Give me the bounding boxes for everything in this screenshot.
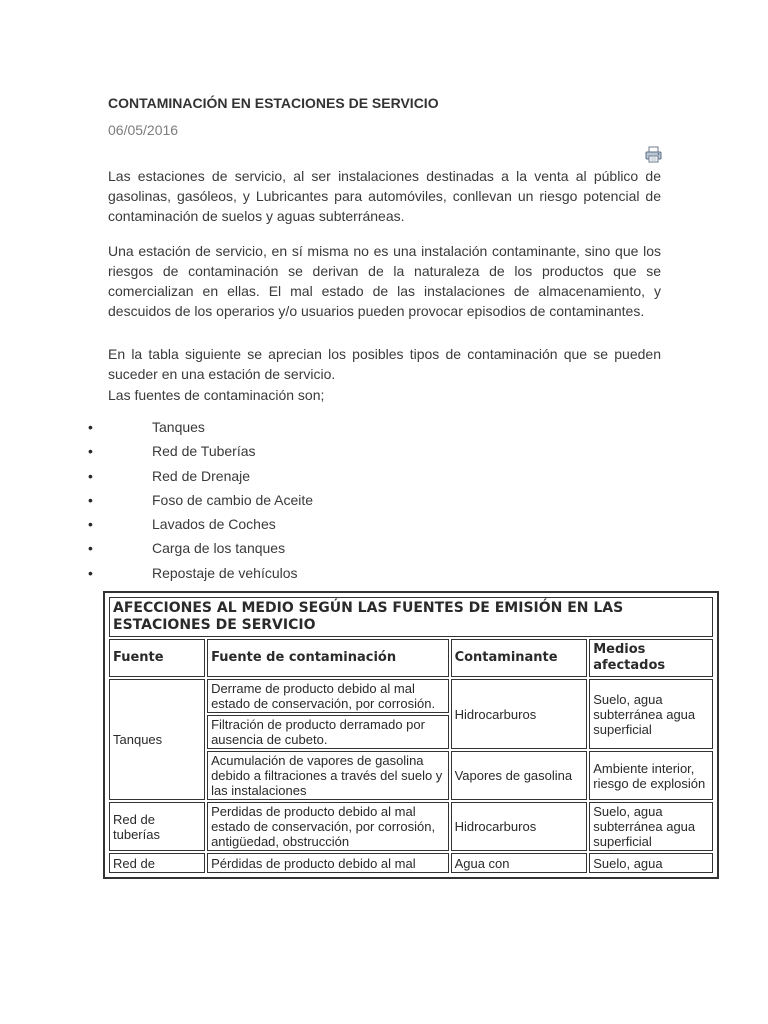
paragraph-text: En la tabla siguiente se aprecian los posibles tipos de contaminación que se pueden suceder en una estación de servicio.: [108, 346, 661, 382]
bullet: •: [88, 443, 93, 460]
table-cell-contaminante: Vapores de gasolina: [451, 751, 588, 800]
risk-paragraph: [108, 241, 661, 321]
table-cell-source: Perdidas de producto debido al mal estado de conservación, por corrosión, antigüedad, obstrucción: [207, 802, 449, 851]
table-cell-source: Derrame de producto debido al mal estado de conservación, por corrosión.: [207, 679, 449, 713]
table-cell-source: Pérdidas de producto debido al mal: [207, 853, 449, 873]
paragraph-text: Una estación de servicio, en sí misma no es una instalación contaminante, sino que los riesgos de contaminación se derivan de la naturaleza de los productos que se comercializan en ellas. El mal estado de las instalaciones de almacenamiento, y descuidos de los operarios y/o usuarios pueden provocar episodios de contaminantes.: [108, 243, 661, 319]
list-item-text: Lavados de Coches: [152, 516, 276, 533]
bullet: •: [88, 564, 93, 581]
column-header: Contaminante: [451, 639, 588, 677]
intro-paragraph: [108, 166, 661, 226]
table-row: [109, 802, 713, 851]
list-item-text: Red de Tuberías: [152, 443, 256, 460]
table-cell-source: Filtración de producto derramado por ausencia de cubeto.: [207, 715, 449, 749]
list-item-text: Tanques: [152, 419, 205, 435]
list-item-text: Carga de los tanques: [152, 540, 286, 557]
table-row: [109, 853, 713, 873]
table-caption: AFECCIONES AL MEDIO SEGÚN LAS FUENTES DE EMISIÓN EN LAS ESTACIONES DE SERVICIO: [109, 597, 713, 637]
table-cell-source: Acumulación de vapores de gasolina debido a filtraciones a través del suelo y las instalaciones: [207, 751, 449, 800]
paragraph-text: Las fuentes de contaminación son;: [108, 387, 325, 403]
table-row: [109, 679, 713, 713]
printer-icon[interactable]: [645, 146, 662, 163]
table-cell-medios: Suelo, agua subterránea agua superficial: [589, 802, 713, 851]
table-cell-medios: Suelo, agua subterránea agua superficial: [589, 679, 713, 749]
emissions-table: [107, 595, 715, 875]
list-item-text: Repostaje de vehículos: [152, 564, 298, 581]
table-cell-contaminante: Agua con: [451, 853, 588, 873]
table-cell-contaminante: Hidrocarburos: [451, 802, 588, 851]
list-item-text: Foso de cambio de Aceite: [152, 491, 314, 508]
bullet: •: [88, 540, 93, 557]
table-cell-medios: Ambiente interior, riesgo de explosión: [589, 751, 713, 800]
bullet: •: [88, 467, 93, 484]
table-cell-fuente: Tanques: [109, 679, 205, 800]
bullet: •: [88, 491, 93, 508]
column-header: Fuente de contaminación: [207, 639, 449, 677]
table-cell-medios: Suelo, agua: [589, 853, 713, 873]
bullet: •: [88, 516, 93, 533]
emissions-table-frame: [103, 591, 719, 879]
bullet: •: [88, 419, 93, 435]
list-item-text: Red de Drenaje: [152, 467, 251, 484]
column-header: Fuente: [109, 639, 205, 677]
table-header-row: [109, 639, 713, 677]
paragraph-text: Las estaciones de servicio, al ser instalaciones destinadas a la venta al público de gasolinas, gasóleos, y Lubricantes para automóviles, conllevan un riesgo potencial de contaminación de suelos y aguas subterráneas.: [108, 168, 661, 224]
table-cell-contaminante: Hidrocarburos: [451, 679, 588, 749]
sources-intro-paragraph: [108, 385, 661, 405]
table-cell-fuente: Red de: [109, 853, 205, 873]
table-intro-paragraph: [108, 344, 661, 384]
table-caption-row: [109, 597, 713, 637]
article-title: CONTAMINACIÓN EN ESTACIONES DE SERVICIO: [108, 95, 439, 111]
table-cell-fuente: Red de tuberías: [109, 802, 205, 851]
column-header: Medios afectados: [589, 639, 713, 677]
article-date: 06/05/2016: [108, 122, 179, 138]
